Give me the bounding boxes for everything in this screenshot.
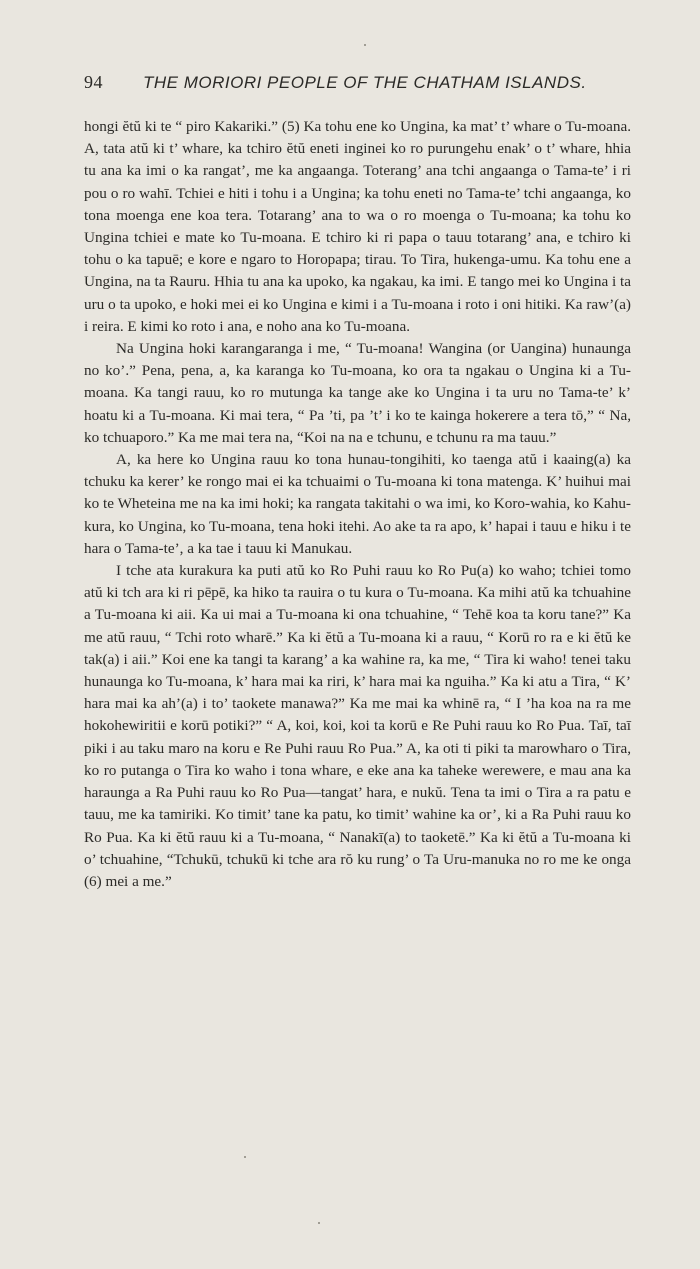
page-header [84, 72, 616, 93]
page-number: 94 [84, 72, 103, 92]
paragraph: Na Ungina hoki karangaranga i me, “ Tu-moana! Wangina (or Uangina) hunaunga no ko’.” Pena, pena, a, ka karanga ko Tu-moana, ko ora ta ngakau o Ungina ki a Tu-moana. Ka tangi rauu, ko ro mutunga ka tange ake ko Ungina i ta uru no Tama-te’ k’ hoatu ki a Tu-moana. Ki mai tera, “ Pa ’ti, pa ’t’ i ko te kainga hokerere a tera tō,” “ Na, ko tchuaporo.” Ka me mai tera na, “Koi na na e tchunu, e tchunu ra ma tauu.” [84, 340, 631, 446]
body-text [84, 116, 631, 893]
paragraph: hongi ĕtŭ ki te “ piro Kakariki.” (5) Ka tohu ene ko Ungina, ka mat’ t’ whare o Tu-moana. A, tata atŭ ki t’ whare, ka tchiro ĕtŭ eneti inginei ko ro purungehu enak’ o t’ whare, hhia tu ana ka imi o ka rangat’, me ka angaanga. Toterang’ ana tchi angaanga o Tama-te’ i ri pou o ro wahī. Tchiei e hiti i tohu i a Ungina; ka tohu eneti no Tama-te’ tchi angaanga, ko tona moenga ene koa tera. Totarang’ ana to wa o ro moenga o Tu-moana; ka tohu ko Ungina tchiei e mate ko Tu-moana. E tchiro ki ri papa o tauu totarang’ ana, e tchiro ki tohu o ka tapuē; e kore e ngaro to Horopapa; tirau. To Tira, hukenga-umu. Ka tohu ene a Ungina, na ta Rauru. Hhia tu ana ka upoko, ka ngakau, ka imi. E tango mei ko Ungina i ta uru o ta upoko, e hoki mei ei ko Ungina e kimi i a Tu-moana i roto i oni hitiki. Ka raw’(a) i reira. E kimi ko roto i ana, e noho ana ko Tu-moana. [84, 118, 631, 335]
paragraph: I tche ata kurakura ka puti atŭ ko Ro Puhi rauu ko Ro Pu(a) ko waho; tchiei tomo atŭ ki tch ara ki ri pēpē, ka hiko ta rauira o tu kura o Tu-moana. Ka mihi atŭ ka tchuahine a Tu-moana ki aii. Ka ui mai a Tu-moana ki ona tchuahine, “ Tehē koa ta koru tane?” Ka me atŭ rauu, “ Tchi roto wharē.” Ka ki ĕtŭ a Tu-moana ki a rauu, “ Korū ro ra e ki ĕtŭ ke tak(a) i aii.” Koi ene ka tangi ta karang’ a ka wahine ra, ka me, “ Tira ki waho! tenei taku hunaunga ko Tu-moana, k’ hara mai ka riri, k’ hara mai ka nguiha.” Ka ki atu a Tira, “ K’ hara mai ka ah’(a) i to’ taokete manawa?” Ka me mai ka whinē ra, “ I ’ha koa na ra me hokohewiritii e korū potiki?” “ A, koi, koi, koi ta korū e Re Puhi rauu ko Ro Pua. Taī, taī piki i au taku maro na koru e Re Puhi rauu Ro Pua.” A, ka oti ti piki ta marowharo o Tira, ko ro putanga o Tira ko waho i tona whare, e eke ana ka taheke werewere, e mau ana ka haraunga a Ra Puhi rauu ko Ro Pua—tangat’ hara, e nukŭ. Tena ta imi o Tira a ra patu e tauu, me ka tamiriki. Ko timit’ tane ka patu, ko timit’ wahine ka or’, ki a Ra Puhi rauu ko Ro Pua. Ka ki ĕtŭ rauu ki a Tu-moana, “ Nanakī(a) to taoketē.” Ka ki ĕtŭ a Tu-moana ki o’ tchuahine, “Tchukū, tchukū ki tche ara rŏ ku rung’ o Ta Uru-manuka no ro me ke onga (6) mei a me.” [84, 562, 631, 890]
page-speck [244, 1156, 246, 1158]
paragraph: A, ka here ko Ungina rauu ko tona hunau-tongihiti, ko taenga atŭ i kaaing(a) ka tchuku ka kerer’ ke rongo mai ei ka tchuaimi o Tu-moana ki tona matenga. K’ huihui mai ko te Wheteina me na ka imi hoki; ka rangata takitahi o wa imi, ko Koro-wahia, ko Kahu-kura, ko Ungina, ko Tu-moana, tena hoki itehi. Ao ake ta ra apo, k’ hapai i tauu e hiku i te hara o Tama-te’, a ka tae i tauu ki Manukau. [84, 451, 631, 557]
page-speck [318, 1222, 320, 1224]
page-speck [364, 44, 366, 46]
running-head: THE MORIORI PEOPLE OF THE CHATHAM ISLANDS. [143, 73, 587, 92]
